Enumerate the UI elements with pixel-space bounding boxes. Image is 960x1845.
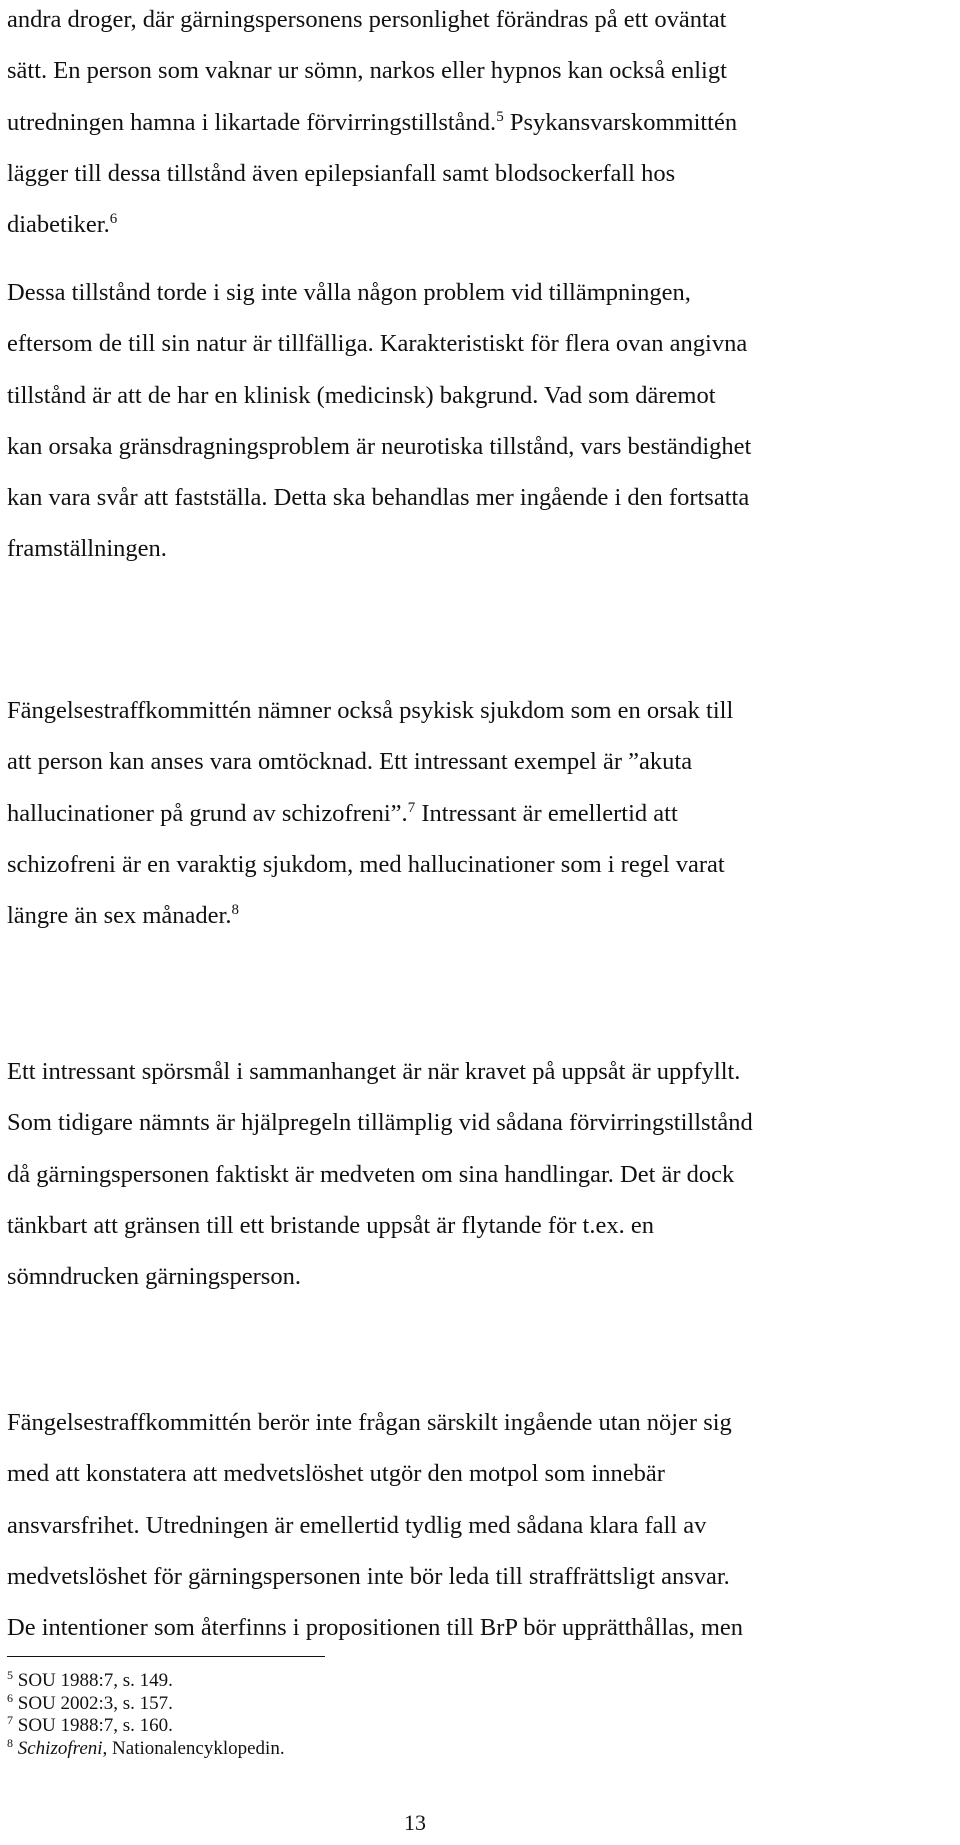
footnote-number: 7 [7,1713,13,1728]
text-line [7,788,957,839]
footnote-reference: 8 [231,902,239,919]
paragraph [7,1046,957,1302]
text-line [7,736,957,787]
footnote-reference: 7 [407,799,416,816]
footnote [7,1715,285,1738]
text-segment: framställningen. [7,535,167,563]
text-line [7,1200,957,1251]
text-segment: sätt. En person som vaknar ur sömn, narkos eller hypnos kan också enligt [7,57,727,85]
footnotes [7,1670,285,1760]
text-line [7,97,957,148]
text-line [7,0,957,45]
text-line [7,890,957,941]
footnote-reference: 6 [109,211,118,228]
text-segment: tillstånd är att de har en klinisk (medicinsk) bakgrund. Vad som däremot [7,381,716,409]
text-segment: Fängelsestraffkommittén berör inte frågan särskilt ingående utan nöjer sig [7,1409,732,1436]
text-segment: med att konstatera att medvetslöshet utgör den motpol som innebär [7,1460,665,1488]
text-segment: Intressant är emellertid att [415,799,678,827]
text-line [7,839,957,890]
text-segment: kan orsaka gränsdragningsproblem är neurotiska tillstånd, vars beständighet [7,432,752,460]
footnote [7,1670,285,1693]
footnote-title: Schizofreni [17,1737,103,1759]
footnote-text: SOU 1988:7, s. 160. [17,1715,173,1737]
footnote [7,1735,285,1761]
footnote-separator [7,1656,325,1657]
text-segment: ansvarsfrihet. Utredningen är emellertid tydlig med sådana klara fall av [7,1511,707,1539]
text-segment: De intentioner som återfinns i propositionen till BrP bör upprätthållas, men [7,1614,744,1642]
footnote-reference: 5 [496,108,504,125]
text-line [7,1149,957,1200]
text-line [7,421,957,472]
text-segment: då gärningspersonen faktiskt är medveten om sina handlingar. Det är dock [7,1160,735,1188]
text-segment: längre än sex månader. [7,902,232,930]
text-line [7,1046,957,1097]
footnote-text: , Nationalencyklopedin. [102,1737,285,1759]
text-line [7,1397,957,1448]
page-number: 13 [404,1810,426,1835]
text-segment: tänkbart att gränsen till ett bristande uppsåt är flytande för t.ex. en [7,1211,654,1239]
text-line [7,1602,957,1653]
text-segment: sömndrucken gärningsperson. [7,1263,301,1291]
text-segment: kan vara svår att fastställa. Detta ska behandlas mer ingående i den fortsatta [7,484,750,512]
text-segment: Som tidigare nämnts är hjälpregeln tillämplig vid sådana förvirringstillstånd [7,1109,753,1137]
paragraph [7,267,957,575]
text-segment: Psykansvarskommittén [503,108,738,136]
footnote-text: SOU 1988:7, s. 149. [17,1670,173,1691]
text-line [7,1500,957,1551]
text-segment: schizofreni är en varaktig sjukdom, med hallucinationer som i regel varat [7,850,725,878]
text-segment: att person kan anses vara omtöcknad. Ett intressant exempel är ”akuta [7,748,693,776]
text-line [7,267,957,318]
footnote-number: 8 [7,1735,13,1750]
footnote-text: SOU 2002:3, s. 157. [17,1692,173,1714]
text-segment: utredningen hamna i likartade förvirringstillstånd. [7,108,497,136]
text-line [7,199,957,250]
text-segment: eftersom de till sin natur är tillfälliga. Karakteristiskt för flera ovan angivna [7,330,748,358]
paragraph [7,685,957,941]
text-line [7,370,957,421]
text-segment: hallucinationer på grund av schizofreni”. [7,799,408,827]
footnote-number: 5 [7,1668,13,1682]
text-segment: diabetiker. [7,211,110,239]
paragraph [7,0,957,250]
text-segment: Dessa tillstånd torde i sig inte vålla någon problem vid tillämpningen, [7,279,691,306]
text-line [7,523,957,574]
text-segment: lägger till dessa tillstånd även epilepsianfall samt blodsockerfall hos [7,159,676,187]
text-segment: medvetslöshet för gärningspersonen inte bör leda till straffrättsligt ansvar. [7,1562,730,1590]
text-segment: Ett intressant spörsmål i sammanhanget är när kravet på uppsåt är uppfyllt. [7,1058,741,1085]
text-line [7,1551,957,1602]
text-line [7,685,957,736]
text-line [7,1097,957,1148]
footnote-number: 6 [7,1690,13,1705]
paragraph [7,1397,957,1653]
footnote [7,1690,285,1716]
text-line [7,1251,957,1302]
text-segment: Fängelsestraffkommittén nämner också psykisk sjukdom som en orsak till [7,697,734,724]
text-line [7,45,957,96]
text-segment: andra droger, där gärningspersonens personlighet förändras på ett oväntat [7,6,727,33]
text-line [7,1448,957,1499]
text-line [7,148,957,199]
text-line [7,318,957,369]
text-line [7,472,957,523]
